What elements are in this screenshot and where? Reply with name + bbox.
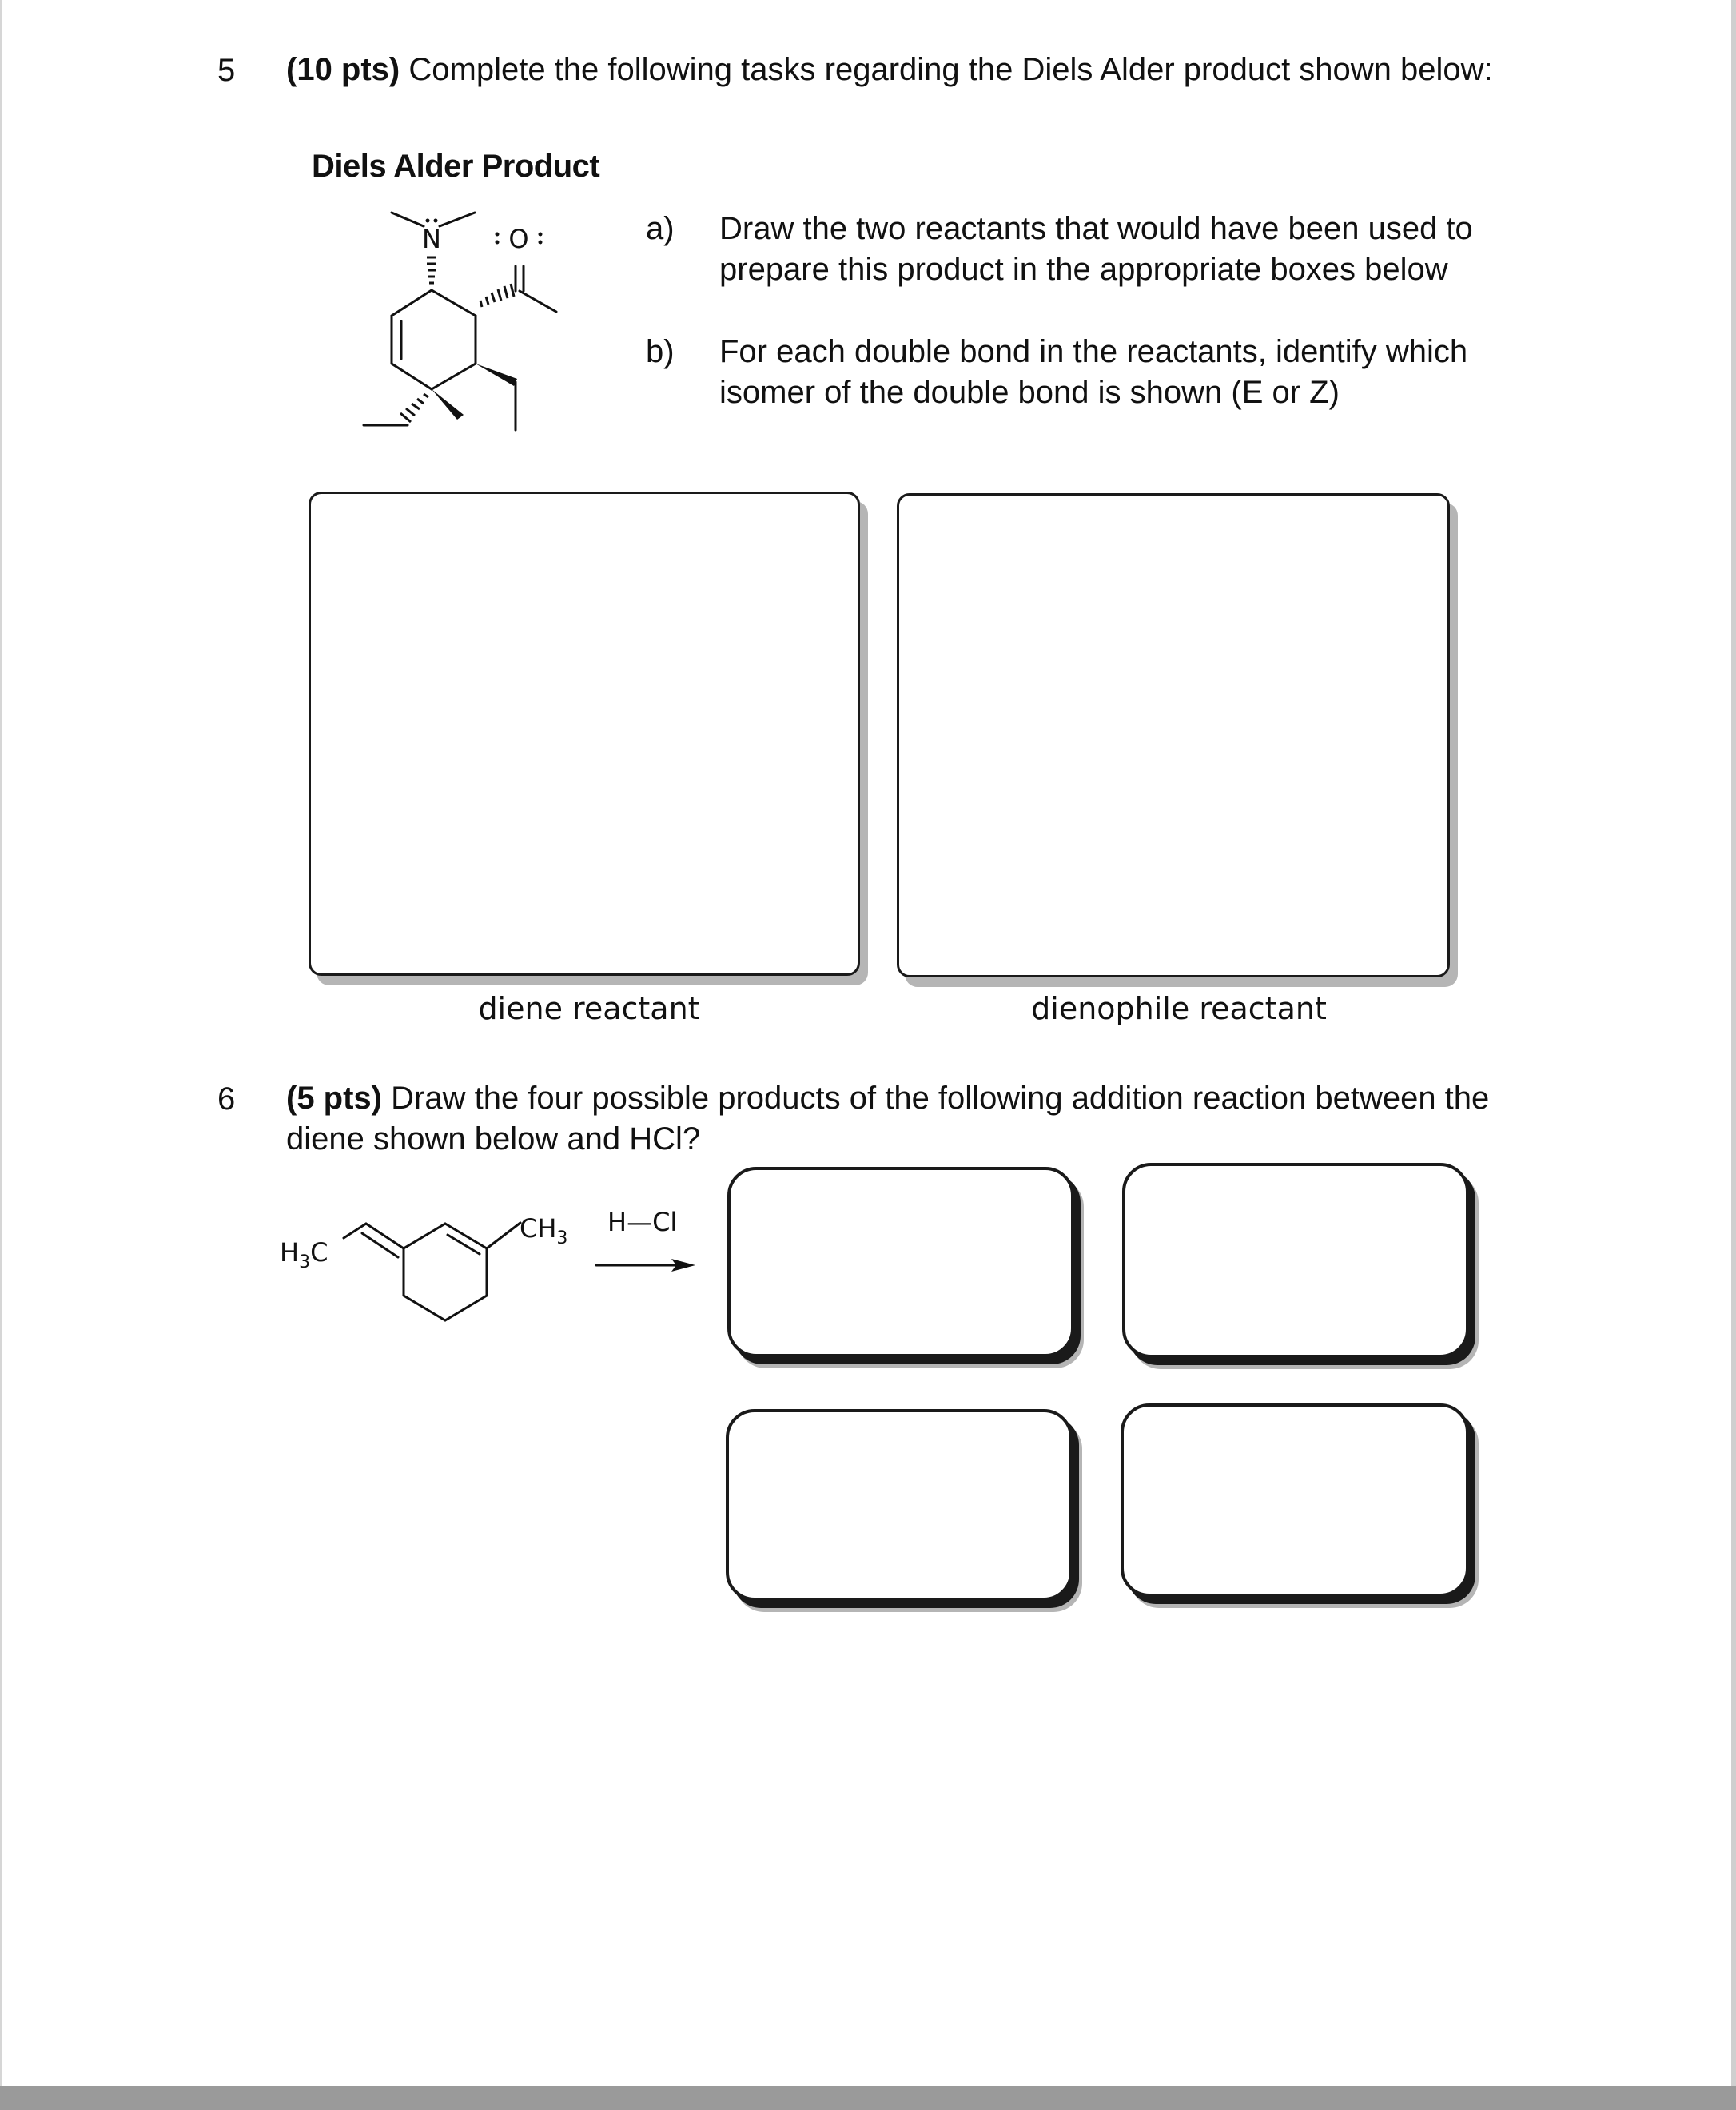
task-a-text: Draw the two reactants that would have been used to prepare this product in the appropriate boxes below (719, 211, 1473, 287)
diene-reactant-caption: diene reactant (478, 991, 700, 1026)
question-6-text: Draw the four possible products of the following addition reaction between the diene shown below and HCl? (286, 1081, 1490, 1157)
question-5-points: (10 pts) (286, 52, 400, 87)
oxygen-atom-label: O (508, 224, 529, 254)
product-box-3[interactable] (726, 1409, 1073, 1601)
left-methyl-label: $H_3C$ (280, 1237, 328, 1272)
task-b (646, 332, 1525, 420)
diels-alder-product-structure (344, 204, 583, 444)
task-b-marker: b) (646, 334, 675, 369)
viewer-bottom-bar (0, 2086, 1736, 2110)
page-left-edge (0, 0, 2, 2086)
product-box-2[interactable] (1122, 1163, 1469, 1358)
question-6-prompt (286, 1078, 1549, 1160)
dienophile-reactant-box[interactable] (897, 493, 1450, 977)
product-box-4[interactable] (1121, 1403, 1469, 1597)
diene-reaction-scheme (272, 1191, 703, 1335)
task-a (646, 209, 1525, 336)
diene-reactant-box[interactable] (309, 492, 860, 976)
question-5-prompt (286, 50, 1541, 90)
page-right-edge (1731, 0, 1736, 2086)
task-b-text: For each double bond in the reactants, identify which isomer of the double bond is shown (E or Z) (719, 334, 1468, 410)
question-5-text: Complete the following tasks regarding the Diels Alder product shown below: (408, 52, 1493, 87)
task-a-marker: a) (646, 211, 675, 246)
question-6-number: 6 (217, 1081, 236, 1117)
product-box-1[interactable] (727, 1167, 1074, 1357)
dienophile-reactant-caption: dienophile reactant (1031, 991, 1327, 1026)
nitrogen-atom-label: N (422, 224, 441, 254)
question-6-points: (5 pts) (286, 1081, 382, 1116)
right-methyl-label: $CH_3$ (520, 1213, 568, 1248)
diels-alder-product-label: Diels Alder Product (312, 149, 600, 184)
hcl-reagent-label: H—Cl (607, 1207, 678, 1237)
question-5-number: 5 (217, 53, 236, 88)
